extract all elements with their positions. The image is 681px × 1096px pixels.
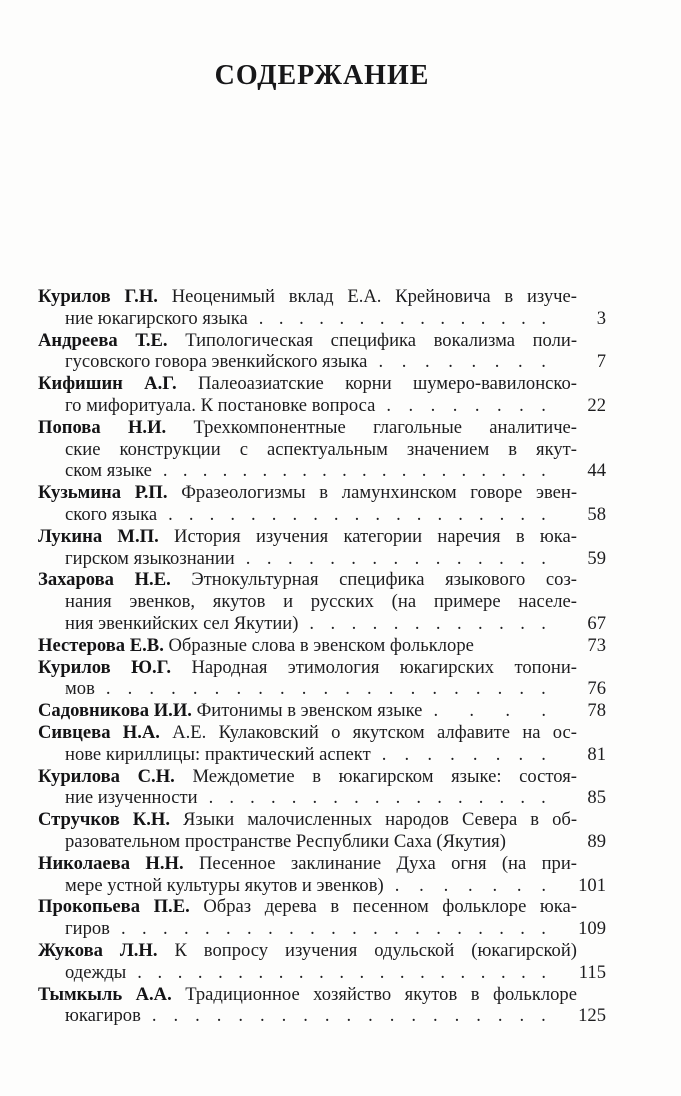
entry-line-text: нове кириллицы: практический аспект [65, 743, 371, 765]
toc-entry-line: Курилова С.Н. Междометие в юкагирском языке: состоя- [38, 765, 577, 787]
entry-author: Андреева Т.Е. [38, 329, 168, 351]
dot-leader: . . . . . . . . . . . . . . . . . . . [168, 503, 546, 525]
toc-entry [38, 417, 606, 482]
toc-entry-line [38, 678, 606, 700]
toc-entry [38, 526, 606, 570]
toc-entry-line: ские конструкции с аспектуальным значением в якут- [65, 438, 577, 460]
toc-entry-line: Тымкыль А.А. Традиционное хозяйство якутов в фольклоре [38, 983, 577, 1005]
entry-line-text: ние изученности [65, 787, 198, 809]
toc-entry-line: Андреева Т.Е. Типологическая специфика вокализма поли- [38, 329, 578, 351]
dot-leader: . . . . . . . [394, 874, 546, 896]
dot-leader: . . . . . . . . . . . . . . . . . . . [151, 1005, 546, 1027]
dot-leader: . . . . . . . . [386, 394, 546, 416]
toc-entry-line [38, 918, 606, 940]
entry-line-text: гиров [65, 918, 110, 940]
toc-entry-line: Лукина М.П. История изучения категории наречия в юка- [38, 525, 577, 547]
dot-leader: . . . . [433, 700, 546, 722]
toc-entry [38, 635, 606, 657]
entry-author: Жукова Л.Н. [38, 939, 158, 961]
entry-author: Сивцева Н.А. [38, 721, 160, 743]
entry-page-number: 109 [578, 918, 606, 940]
entry-page-number: 125 [578, 1005, 606, 1027]
entry-line-text: гирском языкознании [65, 547, 235, 569]
toc-entry-line: Курилов Ю.Г. Народная этимология юкагирских топони- [38, 656, 577, 678]
entry-author: Курилова С.Н. [38, 765, 175, 787]
table-of-contents [38, 286, 606, 1027]
entry-page-number: 89 [587, 830, 606, 852]
entry-page-number: 73 [587, 634, 606, 656]
toc-entry [38, 940, 606, 984]
toc-entry-line [38, 787, 606, 809]
entry-author: Курилов Ю.Г. [38, 656, 172, 678]
entry-author: Нестерова Е.В. [38, 634, 164, 656]
entry-author: Стручков К.Н. [38, 809, 171, 831]
entry-author: Кифишин А.Г. [38, 373, 177, 395]
page-title: СОДЕРЖАНИЕ [214, 60, 430, 91]
toc-entry [38, 330, 606, 374]
entry-author: Тымкыль А.А. [38, 983, 172, 1005]
toc-entry-line [38, 460, 606, 482]
entry-page-number: 7 [596, 351, 606, 373]
entry-line-text: ского языка [65, 503, 158, 525]
toc-entry [38, 482, 606, 526]
entry-author: Попова Н.И. [38, 416, 167, 438]
entry-page-number: 78 [587, 700, 606, 722]
toc-entry [38, 286, 606, 330]
dot-leader: . . . . . . . . . . . . . . . . . [208, 787, 546, 809]
toc-entry-line [38, 962, 606, 984]
dot-leader: . . . . . . . . . . . . . . . [245, 547, 546, 569]
toc-entry-line [38, 395, 606, 417]
entry-line-text: Нестерова Е.В. Образные слова в эвенском фольклоре [38, 634, 474, 656]
entry-line-text: юкагиров [65, 1005, 141, 1027]
entry-page-number: 76 [587, 678, 606, 700]
dot-leader: . . . . . . . . [381, 743, 546, 765]
toc-entry [38, 700, 606, 722]
entry-page-number: 58 [587, 503, 606, 525]
toc-entry-line [38, 548, 606, 570]
toc-entry-line [38, 504, 606, 526]
toc-entry [38, 984, 606, 1028]
toc-entry [38, 657, 606, 701]
toc-entry-line: Курилов Г.Н. Неоценимый вклад Е.А. Крейновича в изуче- [38, 286, 577, 307]
entry-line-text: гусовского говора эвенкийского языка [65, 351, 368, 373]
toc-entry-line: Стручков К.Н. Языки малочисленных народов Севера в об- [38, 809, 578, 831]
entry-author: Садовникова И.И. [38, 700, 192, 722]
toc-entry-line [38, 308, 606, 330]
dot-leader: . . . . . . . . . . . . . . . . . . . . [162, 460, 546, 482]
entry-author: Захарова Н.Е. [38, 569, 171, 591]
toc-entry [38, 766, 606, 810]
entry-page-number: 101 [578, 874, 606, 896]
toc-entry [38, 853, 606, 897]
toc-entry-line [38, 635, 606, 657]
toc-entry-line: Николаева Н.Н. Песенное заклинание Духа огня (на при- [38, 852, 577, 874]
toc-entry [38, 569, 606, 634]
dot-leader: . . . . . . . . . . . . [309, 612, 546, 634]
toc-entry-line [38, 700, 606, 722]
entry-line-text: ние юкагирского языка [65, 307, 248, 329]
toc-entry-line [38, 744, 606, 766]
entry-line-text: ском языке [65, 460, 152, 482]
entry-line-text: ния эвенкийских сел Якутии) [65, 612, 299, 634]
entry-author: Кузьмина Р.П. [38, 482, 168, 504]
dot-leader: . . . . . . . . . . . . . . . . . . . . . [120, 918, 546, 940]
entry-page-number: 22 [587, 394, 606, 416]
toc-entry-line [38, 613, 606, 635]
entry-line-text: одежды [65, 961, 127, 983]
toc-entry-line: Прокопьева П.Е. Образ дерева в песенном фольклоре юка- [38, 896, 577, 918]
entry-page-number: 85 [587, 787, 606, 809]
toc-entry [38, 722, 606, 766]
entry-author: Курилов Г.Н. [38, 286, 158, 307]
toc-entry-line [38, 875, 606, 897]
toc-entry [38, 896, 606, 940]
toc-entry-line: Сивцева Н.А. А.Е. Кулаковский о якутском алфавите на ос- [38, 721, 577, 743]
toc-entry [38, 373, 606, 417]
entry-page-number: 115 [578, 961, 606, 983]
toc-entry-line [38, 351, 606, 373]
entry-line-text: мере устной культуры якутов и эвенков) [65, 874, 384, 896]
entry-line-text: Садовникова И.И. Фитонимы в эвенском языке [38, 700, 423, 722]
toc-entry-line [38, 831, 606, 853]
entry-page-number: 44 [587, 460, 606, 482]
entry-line-text: мов [65, 678, 95, 700]
toc-entry-line [38, 1005, 606, 1027]
dot-leader: . . . . . . . . . . . . . . . . . . . . . [105, 678, 546, 700]
toc-entry [38, 809, 606, 853]
toc-entry-line: Попова Н.И. Трехкомпонентные глагольные аналитиче- [38, 416, 577, 438]
toc-entry-line: нания эвенков, якутов и русских (на примере населе- [65, 591, 577, 613]
entry-page-number: 59 [587, 547, 606, 569]
toc-entry-line: Захарова Н.Е. Этнокультурная специфика языкового соз- [38, 569, 577, 591]
entry-author: Лукина М.П. [38, 525, 159, 547]
entry-page-number: 67 [587, 612, 606, 634]
dot-leader: . . . . . . . . . . . . . . . . . . . . . [137, 961, 546, 983]
entry-author: Прокопьева П.Е. [38, 896, 190, 918]
entry-page-number: 81 [587, 743, 606, 765]
dot-leader: . . . . . . . . [378, 351, 546, 373]
toc-entry-line: Кифишин А.Г. Палеоазиатские корни шумеро-вавилонско- [38, 373, 577, 395]
entry-page-number: 3 [596, 307, 606, 329]
entry-line-text: го мифоритуала. К постановке вопроса [65, 394, 376, 416]
toc-entry-line: Жукова Л.Н. К вопросу изучения одульской (юкагирской) [38, 939, 577, 961]
toc-entry-line: Кузьмина Р.П. Фразеологизмы в ламунхинском говоре эвен- [38, 482, 578, 504]
entry-line-text: разовательном пространстве Республики Саха (Якутия) [65, 830, 506, 852]
dot-leader: . . . . . . . . . . . . . . . [258, 307, 546, 329]
entry-author: Николаева Н.Н. [38, 852, 184, 874]
